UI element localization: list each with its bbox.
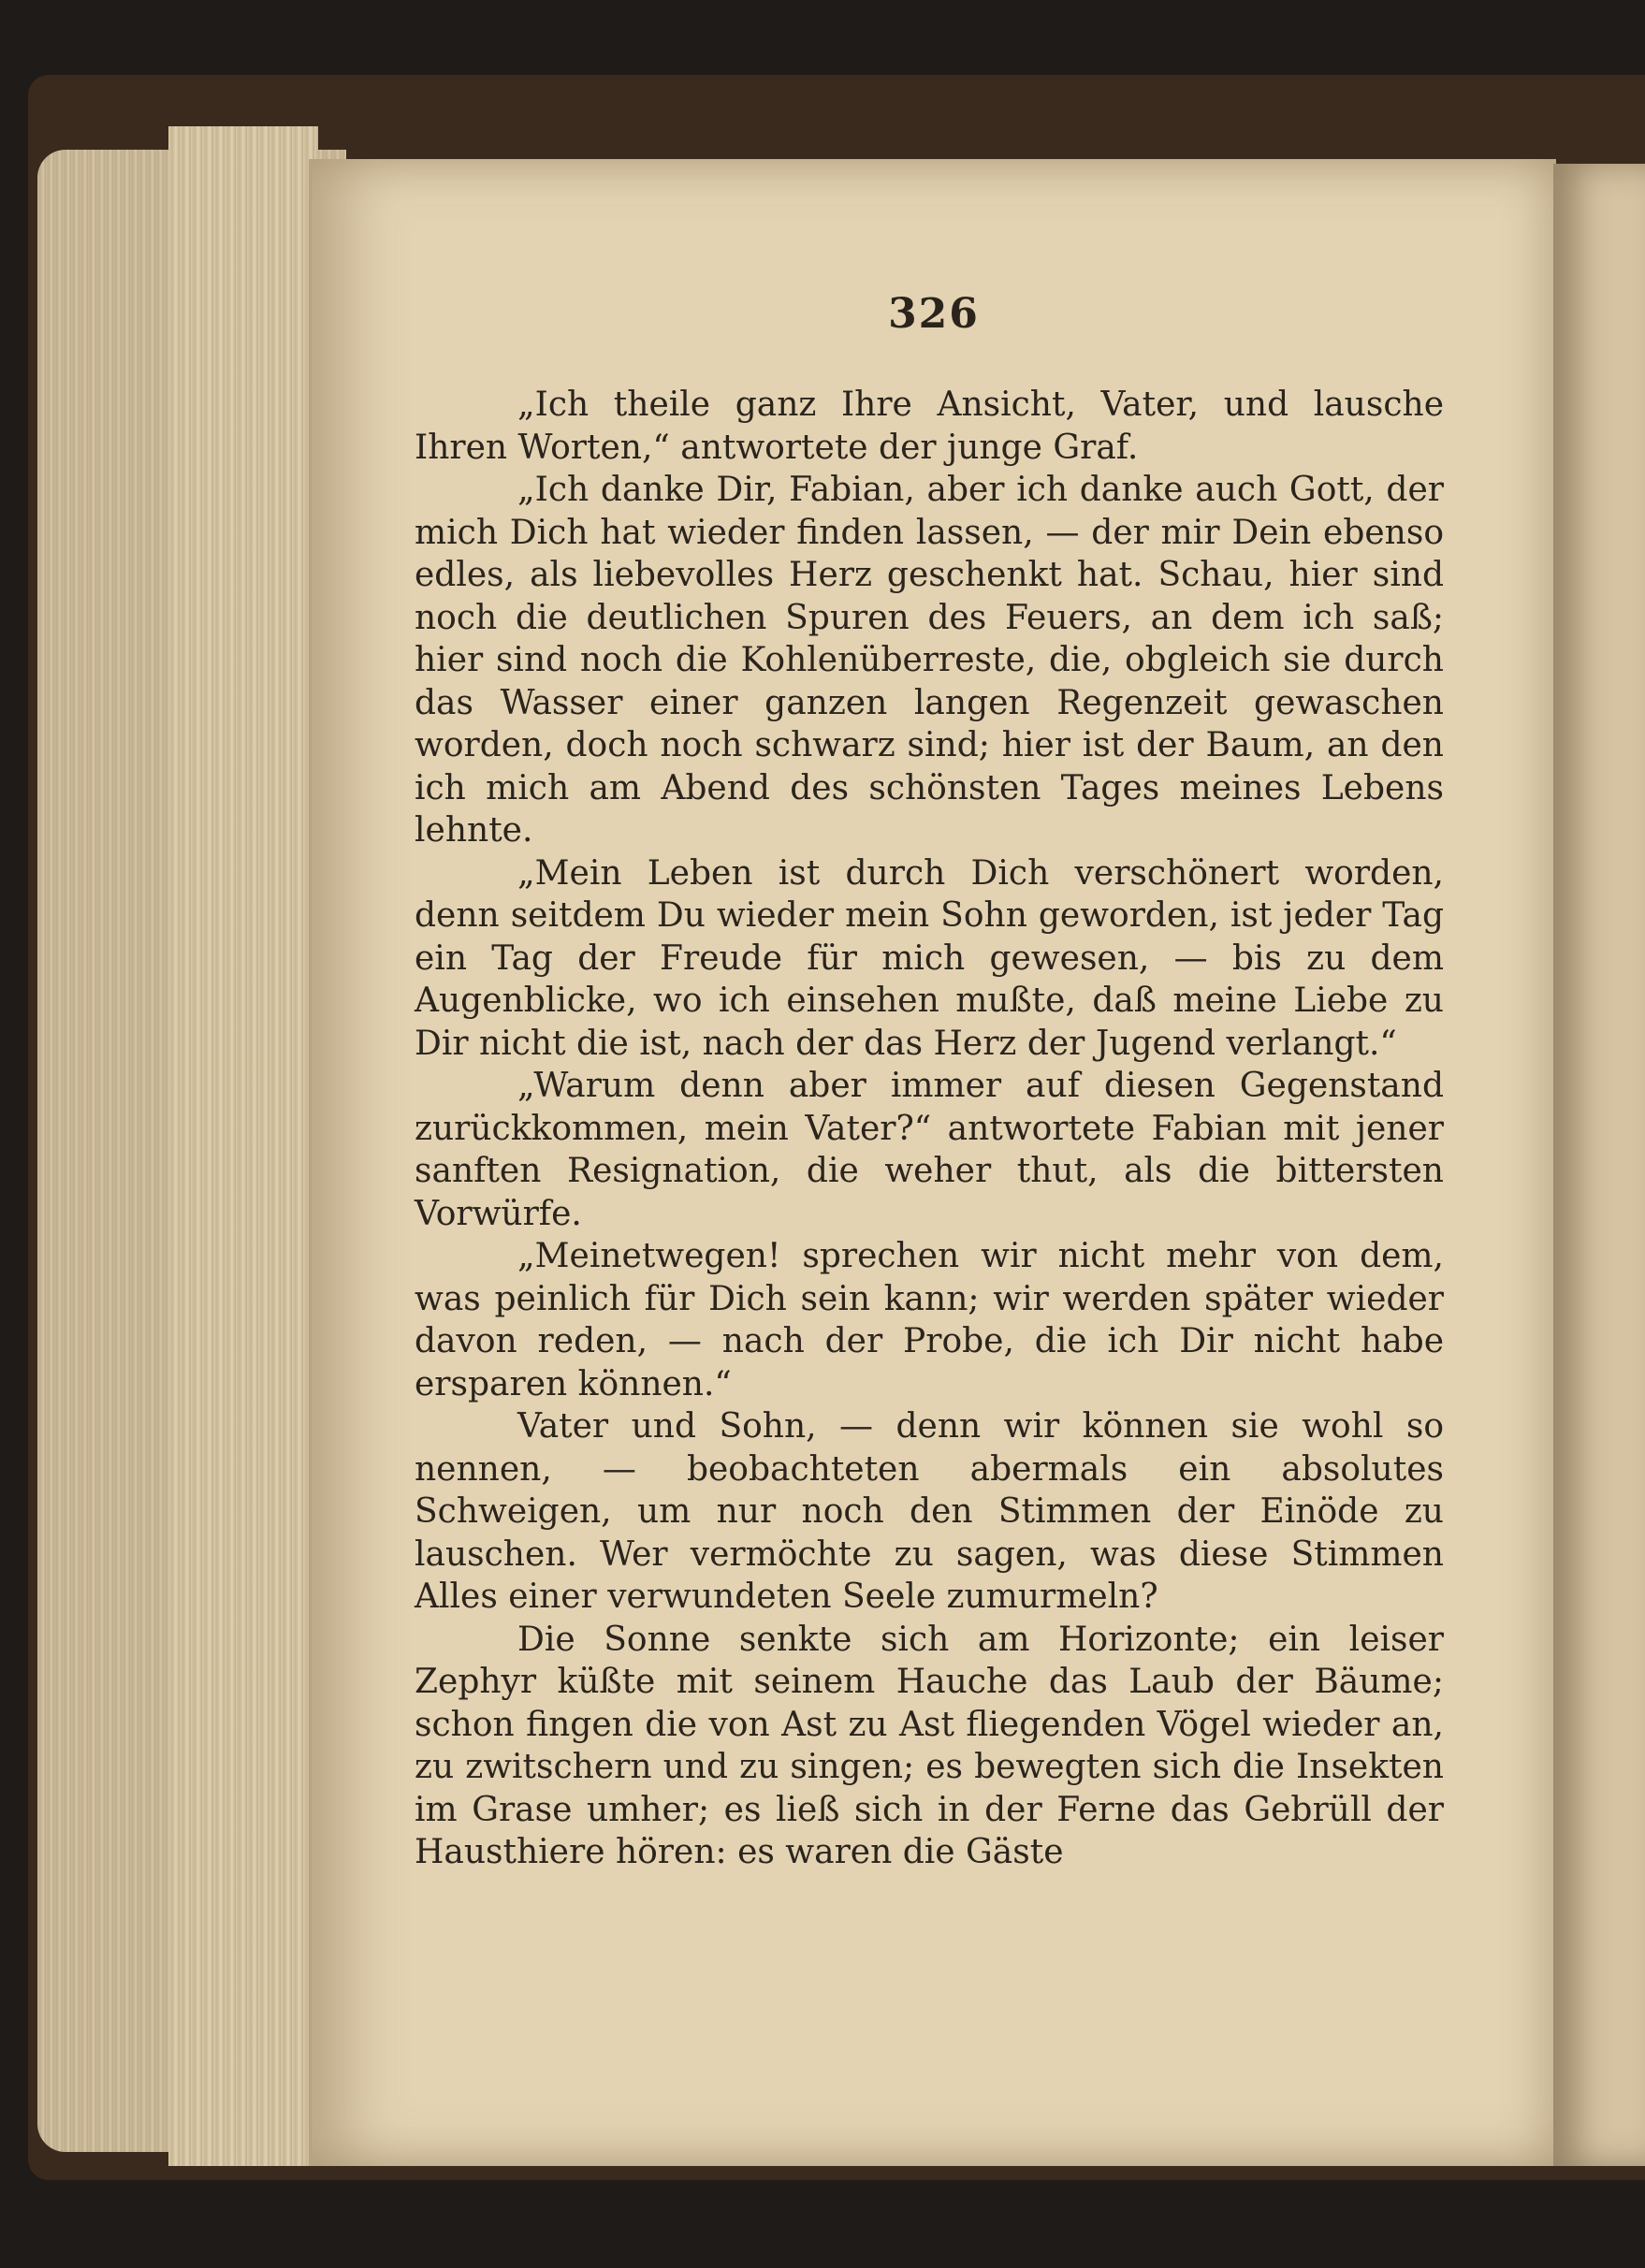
- paragraph: „Ich danke Dir, Fabian, aber ich danke auch Gott, der mich Dich hat wieder finden lassen, — der mir Dein ebenso edles, als liebevolles Herz geschenkt hat. Schau, hier sind noch die deutlichen Spuren des Feuers, an dem ich saß; hier sind noch die Kohlenüberreste, die, obgleich sie durch das Wasser einer ganzen langen Regenzeit gewaschen worden, doch noch schwarz sind; hier ist der Baum, an den ich mich am Abend des schönsten Tages meines Lebens lehnte.: [415, 471, 1444, 850]
- paragraph: „Warum denn aber immer auf diesen Gegenstand zurückkommen, mein Vater?“ antwortete Fabian mit jener sanften Resignation, die weher thut, als die bittersten Vorwürfe.: [415, 1067, 1444, 1233]
- book-page: [309, 159, 1556, 2166]
- page-number: 326: [888, 290, 980, 338]
- paragraph: Die Sonne senkte sich am Horizonte; ein leiser Zephyr küßte mit seinem Hauche das Laub der Bäume; schon fingen die von Ast zu Ast fliegenden Vögel wieder an, zu zwitschern und zu singen; es bewegten sich die Insekten im Grase umher; es ließ sich in der Ferne das Gebrüll der Hausthiere hören: es waren die Gäste: [415, 1620, 1444, 1871]
- paragraph: „Mein Leben ist durch Dich verschönert worden, denn seitdem Du wieder mein Sohn geworden, ist jeder Tag ein Tag der Freude für mich gewesen, — bis zu dem Augenblicke, wo ich einsehen mußte, daß meine Liebe zu Dir nicht die ist, nach der das Herz der Jugend verlangt.“: [415, 853, 1444, 1063]
- paragraph: „Meinetwegen! sprechen wir nicht mehr von dem, was peinlich für Dich sein kann; wir werden später wieder davon reden, — nach der Probe, die ich Dir nicht habe ersparen können.“: [415, 1237, 1444, 1403]
- paragraph: „Ich theile ganz Ihre Ansicht, Vater, und lausche Ihren Worten,“ antwortete der junge Graf.: [415, 385, 1444, 467]
- facing-page-edge: [1553, 164, 1645, 2166]
- page-stack-inner-edge: [168, 126, 318, 2166]
- paragraph: Vater und Sohn, — denn wir können sie wohl so nennen, — beobachteten abermals ein absolutes Schweigen, um nur noch den Stimmen der Einöde zu lauschen. Wer vermöchte zu sagen, was diese Stimmen Alles einer verwundeten Seele zumurmeln?: [415, 1407, 1444, 1616]
- page-text: [415, 384, 1444, 1874]
